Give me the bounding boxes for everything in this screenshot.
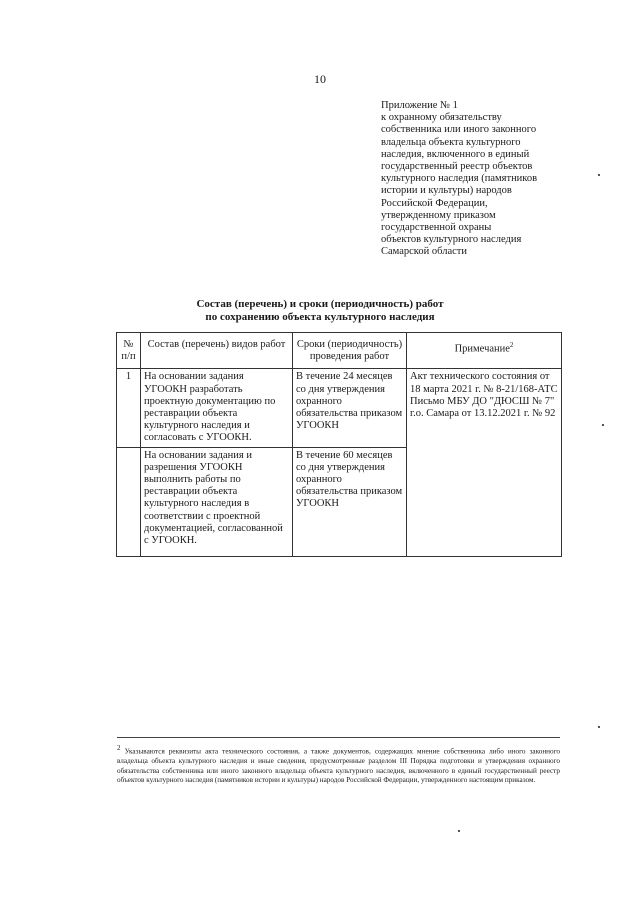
header-number-line-2: п/п xyxy=(121,351,136,363)
appendix-line: культурного наследия (памятников xyxy=(381,173,538,185)
footnote xyxy=(117,744,560,786)
footnote-text: Указываются реквизиты акта технического состояния, а также документов, содержащих мнение собственника либо иного законного владельца объекта культурного наследия и иные сведения, предусмотренные разделом III Порядка подготовки и утверждения охранного обязательства собственника или иного законного владельца объекта культурного наследия, включенного в единый государственный реестр объектов культурного наследия (памятников истории и культуры) народов Российской Федерации, утвержденного настоящим приказом. xyxy=(117,747,560,785)
table-row xyxy=(117,369,562,447)
title-line-1: Состав (перечень) и сроки (периодичность) работ xyxy=(196,298,444,310)
header-number xyxy=(117,333,141,369)
document-title xyxy=(0,298,640,324)
appendix-line: Российской Федерации, xyxy=(381,197,488,209)
scan-speck xyxy=(598,726,600,728)
works-table xyxy=(116,332,562,557)
scan-speck xyxy=(458,830,460,832)
appendix-line: владельца объекта культурного xyxy=(381,136,521,148)
appendix-line: утвержденному приказом xyxy=(381,209,496,221)
scan-speck xyxy=(598,174,600,176)
appendix-line: собственника или иного законного xyxy=(381,124,537,136)
header-note-label: Примечание xyxy=(454,343,510,355)
row-note: Акт технического состояния от 18 марта 2021 г. № 8-21/168-АТС Письмо МБУ ДО "ДЮСШ № 7" г.о. Самара от 13.12.2021 г. № 92 xyxy=(407,369,562,556)
appendix-line: Приложение № 1 xyxy=(381,100,458,111)
appendix-line: государственный реестр объектов xyxy=(381,161,533,173)
row-number xyxy=(117,447,141,556)
title-line-2: по сохранению объекта культурного наследия xyxy=(205,311,435,323)
footnote-separator xyxy=(117,737,560,738)
scan-speck xyxy=(602,424,604,426)
header-term-line-1: Сроки (периодичность) xyxy=(296,339,403,350)
appendix-line: объектов культурного наследия xyxy=(381,234,522,246)
row-work: На основании задания и разрешения УГООКН выполнить работы по реставрации объекта культурного наследия в соответствии с проектной документацией, согласованной с УГООКН. xyxy=(141,447,293,556)
row-work: На основании задания УГООКН разработать проектную документацию по реставрации объекта культурного наследия и согласовать с УГООКН. xyxy=(141,369,293,447)
header-number-line-1: № xyxy=(123,339,134,350)
header-note-footnote-ref: 2 xyxy=(509,341,514,349)
row-term: В течение 60 месяцев со дня утверждения охранного обязательства приказом УГООКН xyxy=(293,447,407,556)
header-work: Состав (перечень) видов работ xyxy=(141,333,293,369)
page-number: 10 xyxy=(314,72,326,86)
appendix-line: истории и культуры) народов xyxy=(381,185,512,197)
appendix-line: наследия, включенного в единый xyxy=(381,148,530,160)
appendix-line: Самарской области xyxy=(381,246,467,258)
row-term: В течение 24 месяцев со дня утверждения охранного обязательства приказом УГООКН xyxy=(293,369,407,447)
table-header-row xyxy=(117,333,562,369)
footnote-marker: 2 xyxy=(117,744,121,752)
header-term-line-2: проведения работ xyxy=(309,351,390,363)
appendix-heading xyxy=(381,100,591,259)
header-note xyxy=(407,333,562,369)
header-term xyxy=(293,333,407,369)
appendix-line: государственной охраны xyxy=(381,222,492,234)
appendix-line: к охранному обязательству xyxy=(381,112,502,124)
row-number: 1 xyxy=(117,369,141,447)
